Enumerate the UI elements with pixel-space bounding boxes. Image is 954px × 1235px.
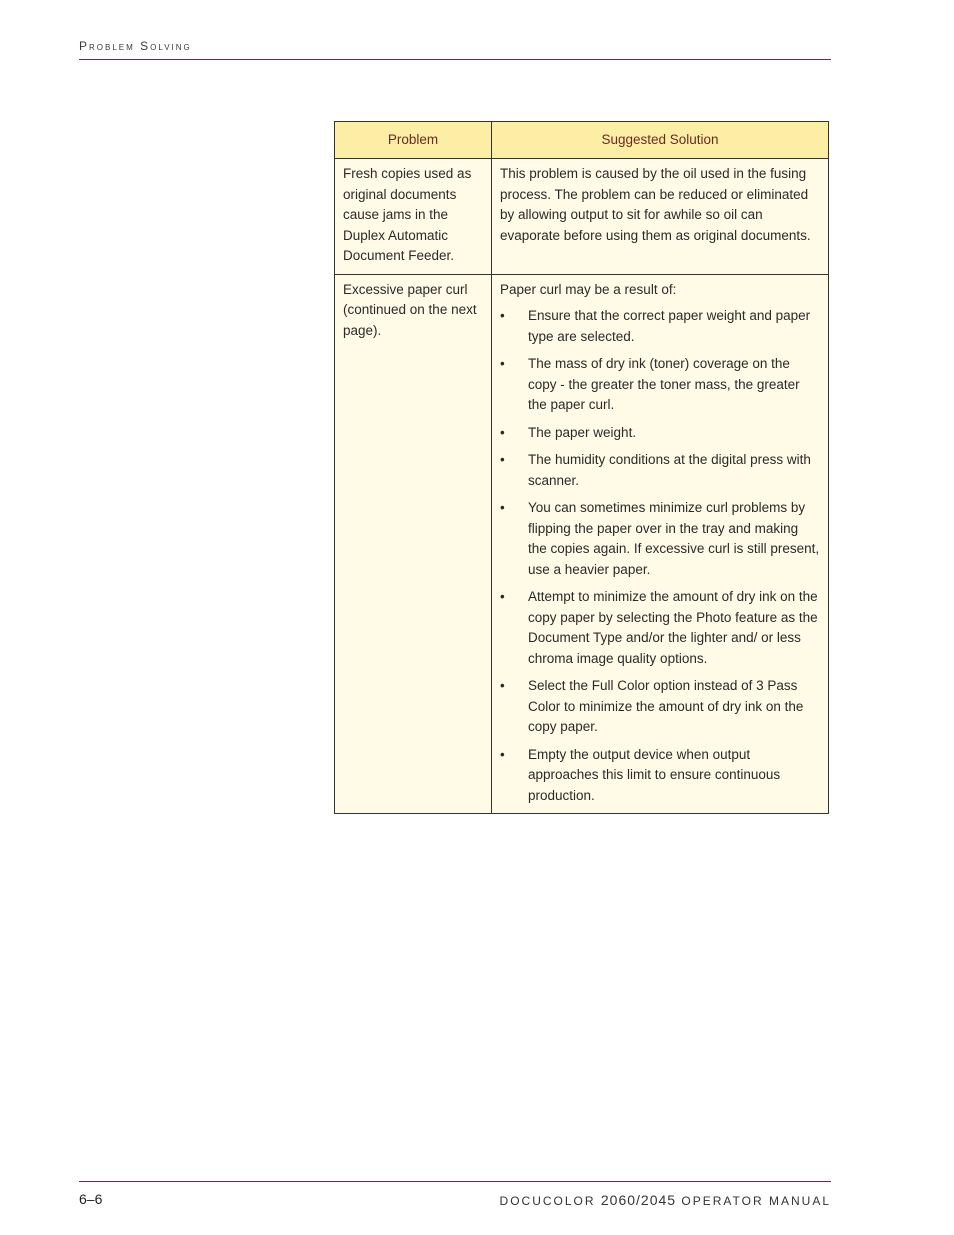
bullet-text: The mass of dry ink (toner) coverage on the copy - the greater the toner mass, the greater the paper curl. (528, 356, 800, 412)
manual-title-suffix: OPERATOR MANUAL (681, 1194, 831, 1208)
solution-cell (492, 274, 829, 814)
bullet-icon: • (500, 500, 505, 515)
bullet-text: Select the Full Color option instead of 3 Pass Color to minimize the amount of dry ink on the copy paper. (528, 678, 804, 734)
list-item (500, 354, 820, 416)
list-item (500, 306, 820, 347)
bullet-text: Ensure that the correct paper weight and paper type are selected. (528, 308, 811, 344)
header-rule (79, 59, 831, 60)
manual-title (500, 1192, 831, 1208)
list-item (500, 450, 820, 491)
solution-cell: This problem is caused by the oil used in the fusing process. The problem can be reduced or eliminated by allowing output to sit for awhile so oil can evaporate before using them as original documents. (492, 159, 829, 275)
bullet-icon: • (500, 678, 505, 693)
running-head: Problem Solving (79, 39, 192, 53)
bullet-icon: • (500, 424, 505, 440)
manual-title-prefix: DOCUCOLOR (499, 1194, 596, 1208)
bullet-text: The paper weight. (528, 424, 637, 440)
bullet-icon: • (500, 308, 505, 323)
troubleshooting-table (334, 121, 829, 814)
solution-bullet-list (500, 306, 820, 806)
bullet-icon: • (500, 746, 505, 762)
list-item (500, 745, 820, 807)
bullet-text: The humidity conditions at the digital press with scanner. (528, 452, 811, 488)
table-header-row (335, 122, 829, 159)
list-item (500, 676, 820, 738)
list-item (500, 587, 820, 669)
list-item (500, 423, 820, 444)
column-header-problem: Problem (335, 122, 492, 159)
page-number: 6–6 (79, 1191, 103, 1207)
bullet-icon: • (500, 589, 505, 604)
manual-model: 2060/2045 (600, 1192, 677, 1208)
solution-intro: Paper curl may be a result of: (500, 281, 677, 297)
problem-cell: Fresh copies used as original documents cause jams in the Duplex Automatic Document Feeder. (335, 159, 492, 275)
bullet-text: You can sometimes minimize curl problems by flipping the paper over in the tray and making the copies again. If excessive curl is still present, use a heavier paper. (528, 500, 820, 577)
table-row (335, 159, 829, 275)
table-row (335, 274, 829, 814)
bullet-icon: • (500, 356, 505, 371)
bullet-text: Empty the output device when output approaches this limit to ensure continuous production. (528, 746, 781, 803)
problem-cell: Excessive paper curl (continued on the next page). (335, 274, 492, 814)
footer-rule (79, 1181, 831, 1182)
list-item (500, 498, 820, 580)
bullet-text: Attempt to minimize the amount of dry ink on the copy paper by selecting the Photo feature as the Document Type and/or the lighter and/ or less chroma image quality options. (528, 589, 818, 666)
column-header-solution: Suggested Solution (492, 122, 829, 159)
bullet-icon: • (500, 452, 505, 467)
